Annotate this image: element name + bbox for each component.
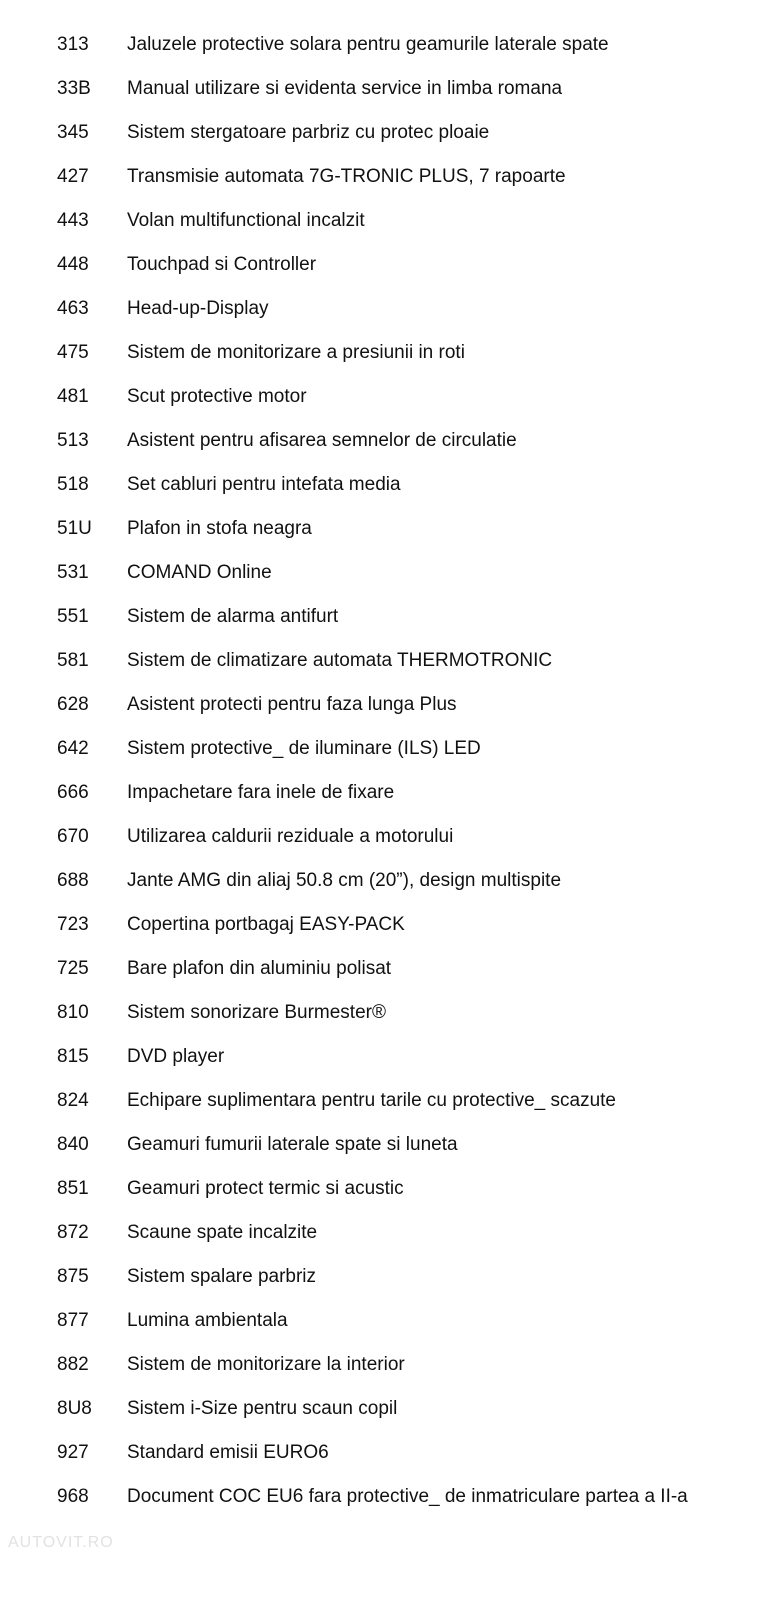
option-code: 518 bbox=[57, 474, 89, 495]
option-code: 581 bbox=[57, 650, 89, 671]
option-description: Volan multifunctional incalzit bbox=[127, 210, 365, 231]
option-description: Manual utilizare si evidenta service in limba romana bbox=[127, 78, 563, 99]
list-item bbox=[0, 331, 778, 375]
list-item bbox=[0, 1123, 778, 1167]
options-list bbox=[0, 23, 778, 1519]
option-description: Standard emisii EURO6 bbox=[127, 1442, 329, 1463]
option-code: 427 bbox=[57, 166, 89, 187]
option-code: 628 bbox=[57, 694, 89, 715]
option-description: Geamuri protect termic si acustic bbox=[127, 1178, 404, 1199]
option-description: Touchpad si Controller bbox=[127, 254, 317, 275]
list-item bbox=[0, 463, 778, 507]
list-item bbox=[0, 1475, 778, 1519]
option-code: 927 bbox=[57, 1442, 89, 1463]
option-description: Sistem de monitorizare la interior bbox=[127, 1354, 405, 1375]
option-code: 642 bbox=[57, 738, 89, 759]
option-code: 851 bbox=[57, 1178, 89, 1199]
option-description: Asistent protecti pentru faza lunga Plus bbox=[127, 694, 457, 715]
watermark-logo: AUTOVIT.RO bbox=[8, 1534, 114, 1551]
list-item bbox=[0, 815, 778, 859]
option-code: 882 bbox=[57, 1354, 89, 1375]
option-description: Set cabluri pentru intefata media bbox=[127, 474, 401, 495]
option-description: Sistem de alarma antifurt bbox=[127, 606, 339, 627]
list-item bbox=[0, 419, 778, 463]
option-description: Sistem stergatoare parbriz cu protec ploaie bbox=[127, 122, 490, 143]
option-code: 463 bbox=[57, 298, 89, 319]
list-item bbox=[0, 859, 778, 903]
list-item bbox=[0, 683, 778, 727]
list-item bbox=[0, 67, 778, 111]
option-description: Sistem i-Size pentru scaun copil bbox=[127, 1398, 398, 1419]
list-item bbox=[0, 155, 778, 199]
option-code: 551 bbox=[57, 606, 89, 627]
list-item bbox=[0, 1167, 778, 1211]
list-item bbox=[0, 771, 778, 815]
option-code: 51U bbox=[57, 518, 92, 539]
option-code: 8U8 bbox=[57, 1398, 92, 1419]
option-description: Sistem spalare parbriz bbox=[127, 1266, 317, 1287]
option-code: 345 bbox=[57, 122, 89, 143]
option-description: Document COC EU6 fara protective_ de inmatriculare partea a II-a bbox=[127, 1486, 688, 1507]
option-description: Bare plafon din aluminiu polisat bbox=[127, 958, 392, 979]
option-description: Geamuri fumurii laterale spate si luneta bbox=[127, 1134, 458, 1155]
list-item bbox=[0, 23, 778, 67]
option-code: 875 bbox=[57, 1266, 89, 1287]
option-code: 815 bbox=[57, 1046, 89, 1067]
option-code: 670 bbox=[57, 826, 89, 847]
list-item bbox=[0, 903, 778, 947]
list-item bbox=[0, 1387, 778, 1431]
list-item bbox=[0, 991, 778, 1035]
option-description: Jaluzele protective solara pentru geamurile laterale spate bbox=[127, 34, 609, 55]
list-item bbox=[0, 1079, 778, 1123]
option-code: 475 bbox=[57, 342, 89, 363]
option-description: Transmisie automata 7G-TRONIC PLUS, 7 rapoarte bbox=[127, 166, 566, 187]
list-item bbox=[0, 595, 778, 639]
option-description: Head-up-Display bbox=[127, 298, 269, 319]
option-description: Scaune spate incalzite bbox=[127, 1222, 318, 1243]
option-code: 872 bbox=[57, 1222, 89, 1243]
option-code: 33B bbox=[57, 78, 91, 99]
option-code: 810 bbox=[57, 1002, 89, 1023]
option-description: Impachetare fara inele de fixare bbox=[127, 782, 395, 803]
option-description: Lumina ambientala bbox=[127, 1310, 288, 1331]
list-item bbox=[0, 1431, 778, 1475]
option-code: 313 bbox=[57, 34, 89, 55]
list-item bbox=[0, 1299, 778, 1343]
option-code: 723 bbox=[57, 914, 89, 935]
option-code: 824 bbox=[57, 1090, 89, 1111]
list-item bbox=[0, 551, 778, 595]
option-description: Sistem protective_ de iluminare (ILS) LED bbox=[127, 738, 481, 759]
option-description: DVD player bbox=[127, 1046, 225, 1067]
list-item bbox=[0, 199, 778, 243]
option-code: 877 bbox=[57, 1310, 89, 1331]
list-item bbox=[0, 243, 778, 287]
list-item bbox=[0, 111, 778, 155]
list-item bbox=[0, 947, 778, 991]
option-description: Utilizarea caldurii reziduale a motorului bbox=[127, 826, 454, 847]
option-code: 688 bbox=[57, 870, 89, 891]
option-description: Sistem sonorizare Burmester® bbox=[127, 1002, 386, 1023]
option-description: COMAND Online bbox=[127, 562, 272, 583]
option-code: 443 bbox=[57, 210, 89, 231]
option-code: 448 bbox=[57, 254, 89, 275]
option-description: Sistem de climatizare automata THERMOTRONIC bbox=[127, 650, 553, 671]
option-description: Copertina portbagaj EASY-PACK bbox=[127, 914, 405, 935]
option-description: Jante AMG din aliaj 50.8 cm (20”), design multispite bbox=[127, 870, 562, 891]
option-description: Scut protective motor bbox=[127, 386, 307, 407]
option-code: 968 bbox=[57, 1486, 89, 1507]
list-item bbox=[0, 375, 778, 419]
option-description: Echipare suplimentara pentru tarile cu protective_ scazute bbox=[127, 1090, 616, 1111]
list-item bbox=[0, 727, 778, 771]
list-item bbox=[0, 1343, 778, 1387]
option-code: 513 bbox=[57, 430, 89, 451]
list-item bbox=[0, 1035, 778, 1079]
option-code: 666 bbox=[57, 782, 89, 803]
option-description: Sistem de monitorizare a presiunii in roti bbox=[127, 342, 465, 363]
list-item bbox=[0, 287, 778, 331]
option-description: Asistent pentru afisarea semnelor de circulatie bbox=[127, 430, 517, 451]
list-item bbox=[0, 1211, 778, 1255]
list-item bbox=[0, 639, 778, 683]
option-code: 531 bbox=[57, 562, 89, 583]
option-code: 481 bbox=[57, 386, 89, 407]
list-item bbox=[0, 507, 778, 551]
option-code: 725 bbox=[57, 958, 89, 979]
option-code: 840 bbox=[57, 1134, 89, 1155]
list-item bbox=[0, 1255, 778, 1299]
option-description: Plafon in stofa neagra bbox=[127, 518, 312, 539]
